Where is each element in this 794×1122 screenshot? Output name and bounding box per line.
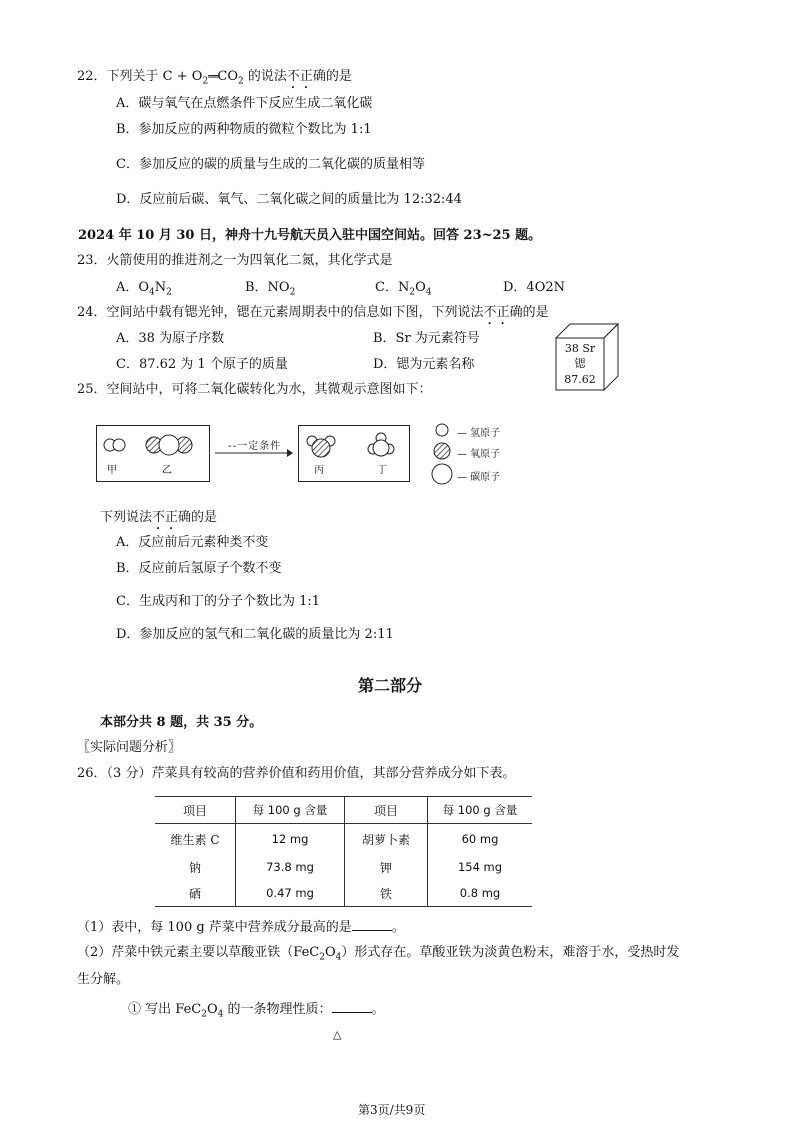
q26-sub2-line2: 生分解。 (77, 972, 130, 987)
q24-option-b: B．Sr 为元素符号 (373, 331, 480, 346)
q22-option-d: D．反应前后碳、氧气、二氧化碳之间的质量比为 12:32:44 (116, 192, 462, 207)
q24-option-d: D．锶为元素名称 (373, 357, 475, 372)
legend-hydrogen: — 氢原子 (457, 428, 501, 439)
answer-blank[interactable] (332, 1000, 372, 1013)
table-cell: 钠 (188, 860, 201, 875)
q22-option-a: A．碳与氧气在点燃条件下反应生成二氧化碳 (116, 96, 373, 111)
element-mass: 87.62 (564, 373, 596, 386)
table-header: 项目 (345, 797, 428, 824)
table-header: 每 100 g 含量 (236, 797, 345, 824)
q22-stem: 22．下列关于 $C + O_2══CO_2$ 的说法不正确的是 (77, 69, 352, 87)
q24-option-a: A．38 为原子序数 (116, 331, 225, 346)
q25-option-c: C．生成丙和丁的分子个数比为 1:1 (116, 594, 321, 609)
q22-option-b: B．参加反应的两种物质的微粒个数比为 1:1 (116, 122, 372, 137)
label-jia: 甲 (107, 465, 117, 476)
q22-option-c: C．参加反应的碳的质量与生成的二氧化碳的质量相等 (116, 157, 425, 172)
table-cell: 铁 (345, 880, 428, 907)
context-line: 2024 年 10 月 30 日，神舟十九号航天员入驻中国空间站。回答 23~25 题。 (78, 228, 542, 243)
table-row (155, 880, 532, 907)
legend-symbols (430, 423, 454, 485)
table-cell: 维生素 C (170, 832, 220, 847)
section-heading: 〖实际问题分析〗 (77, 740, 182, 755)
table-cell: 0.47 mg (236, 880, 345, 907)
element-name: 锶 (574, 357, 586, 370)
label-yi: 乙 (162, 465, 172, 476)
q23-option-c: C．$N_2O_4$ (375, 280, 432, 298)
element-number-symbol: 38 Sr (564, 342, 596, 355)
q23-stem: 23．火箭使用的推进剂之一为四氧化二氮，其化学式是 (77, 253, 393, 268)
heat-triangle-symbol: △ (333, 1028, 342, 1041)
q23-option-d: D．4O2N (503, 280, 565, 295)
table-cell: 钾 (345, 854, 428, 880)
q26-sub2-q1: ① 写出 $FeC_2O_4$ 的一条物理性质： 。 (128, 1002, 385, 1020)
part2-title: 第二部分 (358, 676, 423, 695)
nutrition-table (155, 796, 532, 907)
table-header-row (155, 797, 532, 824)
table-row (155, 824, 532, 855)
part2-intro: 本部分共 8 题，共 35 分。 (100, 715, 263, 730)
q26-sub2-line1: （2）芹菜中铁元素主要以草酸亚铁$(FeC_2O_4)$形式存在。草酸亚铁为淡黄色粉末，难溶于水，受热时发 (77, 945, 680, 963)
q25-stem: 25．空间站中，可将二氧化碳转化为水，其微观示意图如下： (77, 382, 432, 397)
answer-blank[interactable] (352, 918, 392, 931)
table-cell: 73.8 mg (236, 854, 345, 880)
q26-stem: 26．（3 分）芹菜具有较高的营养价值和药用价值，其部分营养成分如下表。 (77, 766, 516, 781)
label-bing: 丙 (314, 465, 324, 476)
q25-option-a: A．反应前后元素种类不变 (116, 535, 269, 550)
label-ding: 丁 (377, 465, 387, 476)
table-row (155, 854, 532, 880)
table-cell: 胡萝卜素 (345, 824, 428, 855)
q23-option-b: B．$NO_2$ (245, 280, 296, 298)
q24-stem: 24．空间站中载有锶光钟，锶在元素周期表中的信息如下图，下列说法不正确的是 (77, 305, 549, 320)
table-header: 每 100 g 含量 (428, 797, 533, 824)
table-cell: 60 mg (428, 824, 533, 855)
table-cell: 硒 (155, 880, 236, 907)
q24-option-c: C．87.62 为 1 个原子的质量 (116, 357, 288, 372)
table-header: 项目 (155, 797, 236, 824)
table-cell: 0.8 mg (428, 880, 533, 907)
q23-option-a: A．$O_4N_2$ (116, 280, 172, 298)
page-footer: 第3页/共9页 (358, 1103, 426, 1117)
table-cell: 154 mg (428, 854, 533, 880)
table-cell: 12 mg (236, 824, 345, 855)
legend-oxygen: — 氧原子 (457, 449, 501, 460)
q26-sub1: （1）表中，每 100 g 芹菜中营养成分最高的是 。 (77, 920, 405, 935)
reaction-arrow (215, 448, 293, 458)
legend-carbon: — 碳原子 (457, 472, 501, 483)
q25-option-d: D．参加反应的氢气和二氧化碳的质量比为 2:11 (116, 627, 394, 642)
q25-stem2: 下列说法不正确的是 (100, 510, 218, 525)
reaction-condition: --一定条件 (228, 441, 282, 452)
q25-option-b: B．反应前后氢原子个数不变 (116, 561, 282, 576)
